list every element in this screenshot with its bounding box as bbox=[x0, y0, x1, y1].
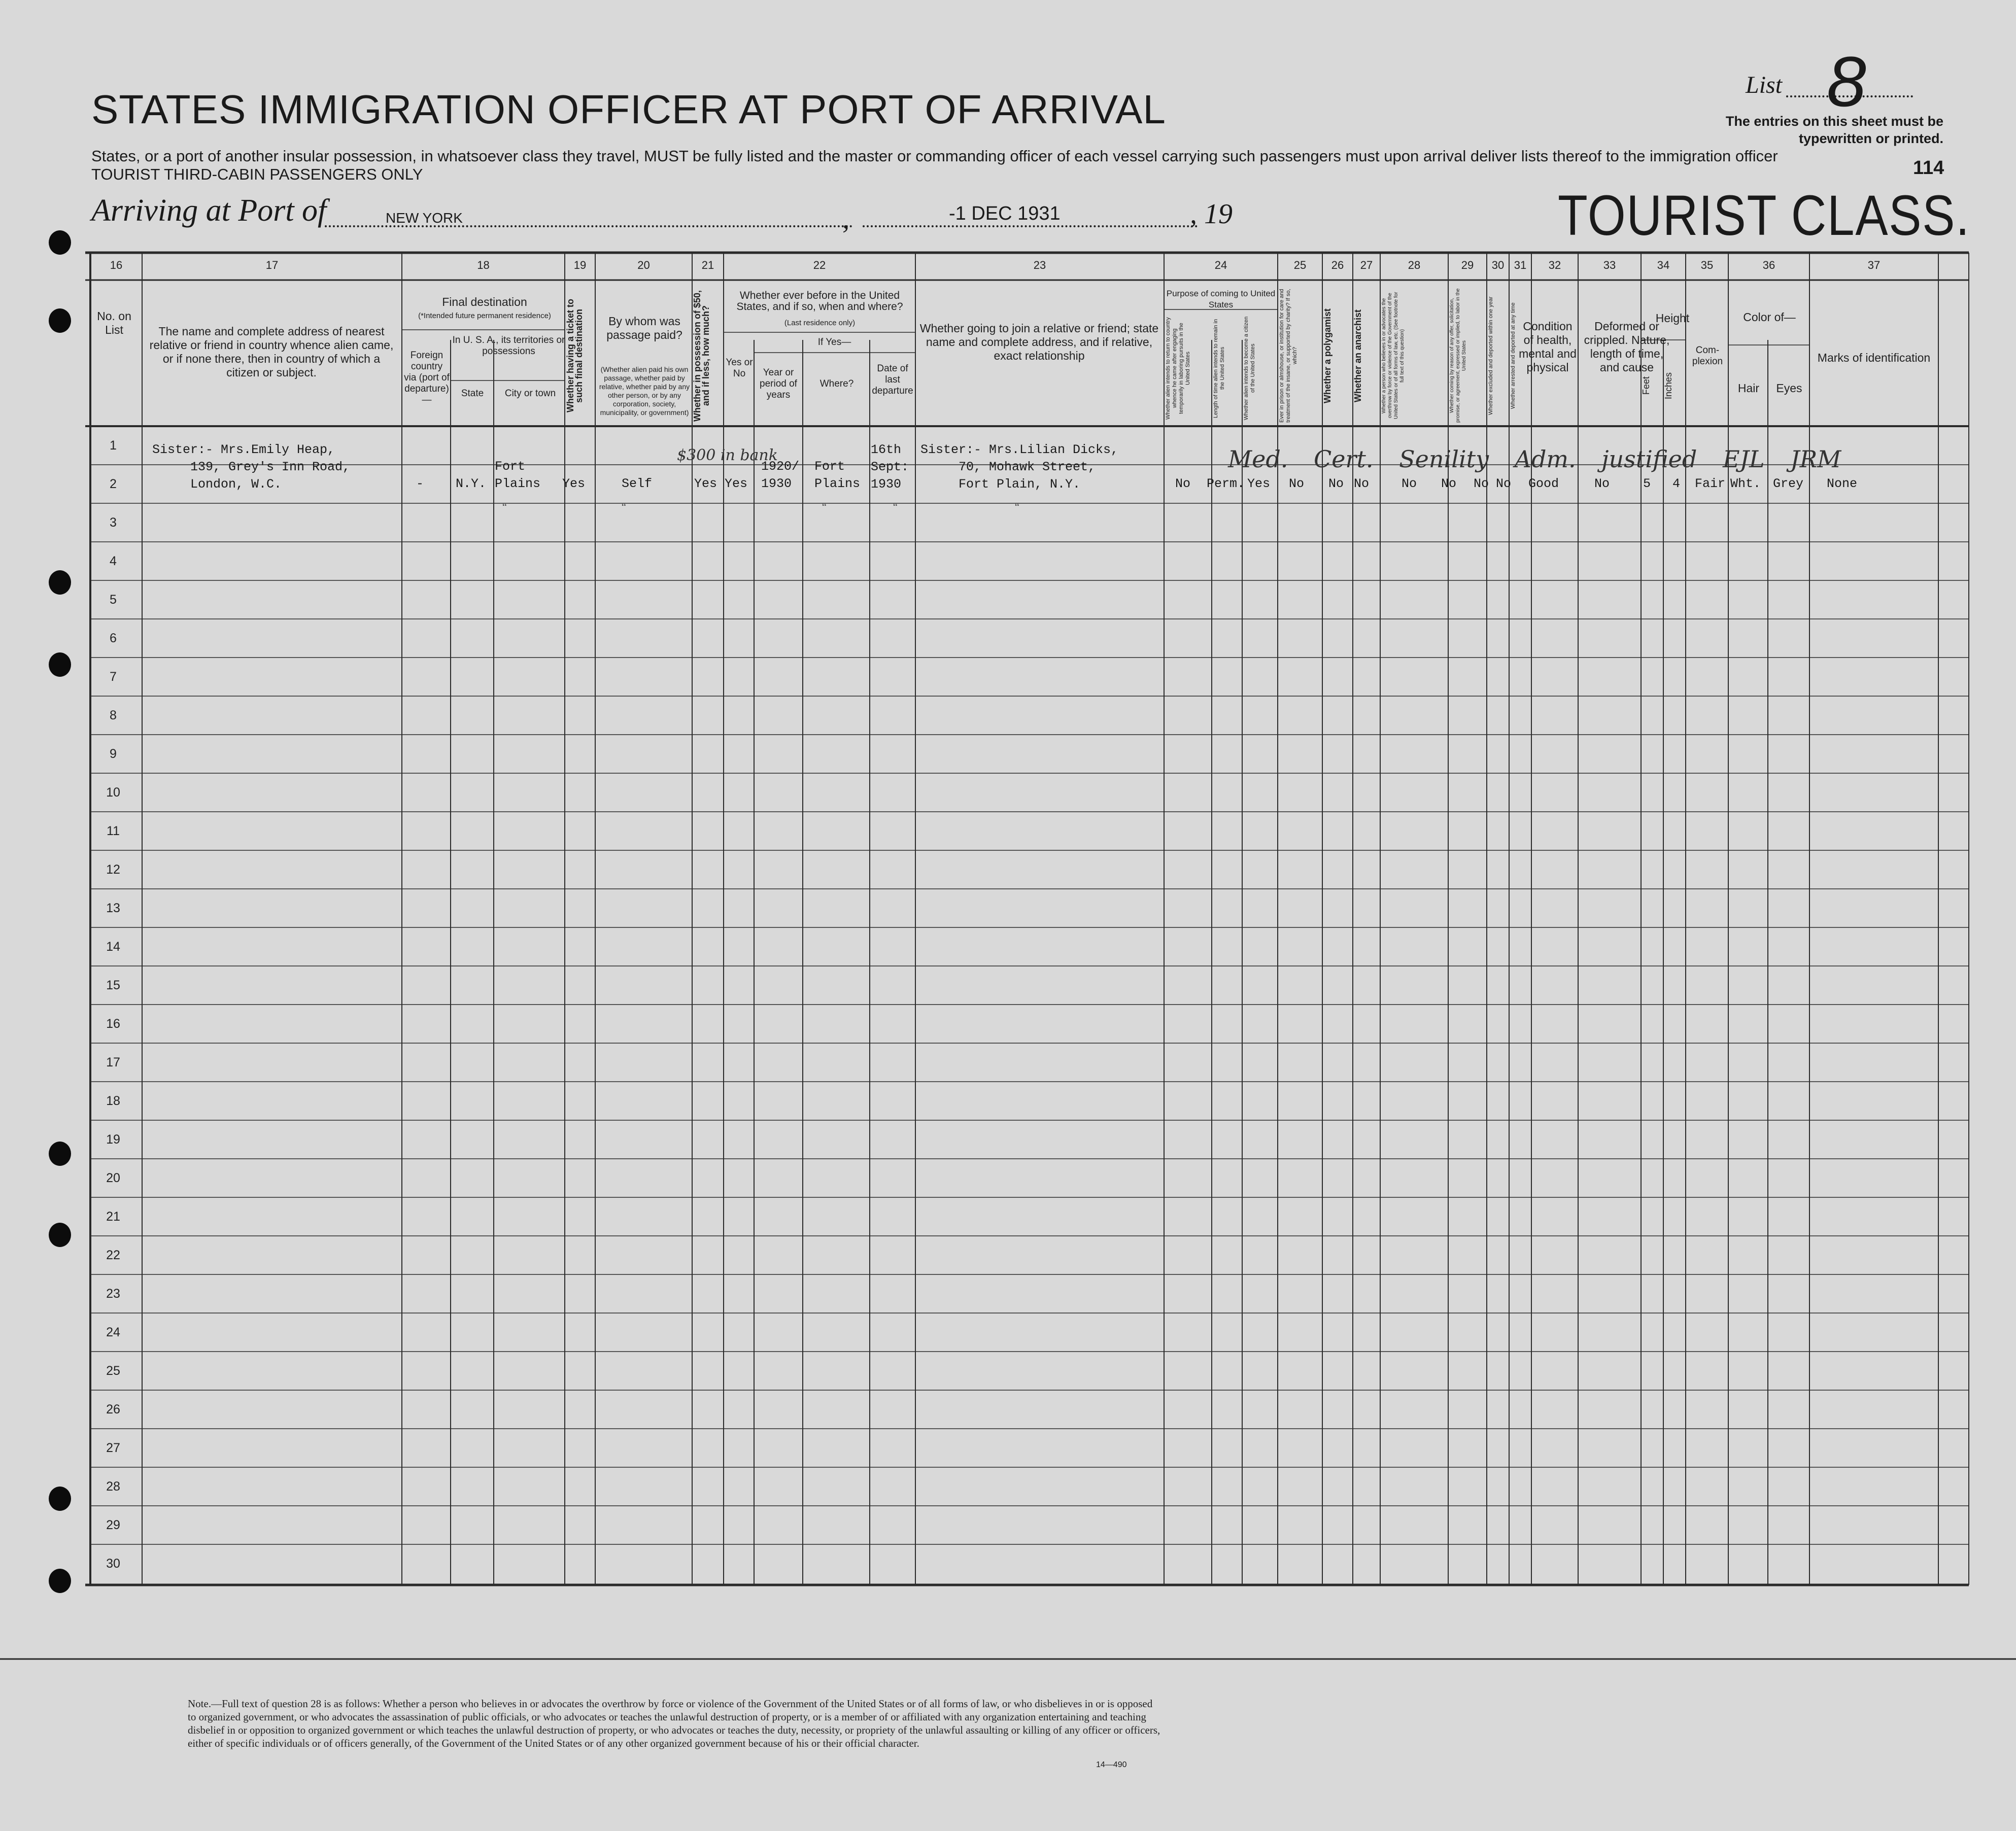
column-number: 17 bbox=[265, 259, 279, 271]
ditto-mark: “ bbox=[822, 500, 827, 515]
header-last-departure: Date of last departure bbox=[872, 363, 913, 396]
row-number: 8 bbox=[110, 708, 117, 722]
header-possession-50: Whether in possession of $50, and if less, how much? bbox=[692, 290, 711, 422]
page-title: STATES IMMIGRATION OFFICER AT PORT OF ARRIVAL bbox=[91, 87, 1166, 132]
arriving-label: Arriving at Port of bbox=[91, 193, 327, 228]
header-eyes: Eyes bbox=[1776, 382, 1802, 395]
header-paid-by-note: (Whether alien paid his own passage, whether paid by relative, whether paid by any other person, or by any corporation, society, municipality, or government) bbox=[599, 365, 690, 417]
row-number: 13 bbox=[106, 901, 120, 915]
row-number: 22 bbox=[106, 1248, 120, 1262]
row-number: 17 bbox=[106, 1055, 120, 1069]
entry-polygamist: No bbox=[1328, 476, 1344, 491]
column-number: 21 bbox=[701, 259, 714, 271]
row-number: 1 bbox=[110, 438, 117, 453]
separator-comma: , bbox=[842, 203, 849, 235]
row-number: 3 bbox=[110, 515, 117, 530]
header-complexion: Com-plexion bbox=[1692, 345, 1723, 367]
header-height: Height bbox=[1655, 312, 1690, 325]
year-prefix: , 19 bbox=[1190, 198, 1233, 230]
entry-joining: Sister:- Mrs.Lilian Dicks, 70, Mohawk Street, Fort Plain, N.Y. bbox=[920, 442, 1119, 492]
entry-where: Fort Plains bbox=[814, 459, 861, 491]
ditto-mark: “ bbox=[1015, 500, 1019, 515]
column-number: 37 bbox=[1867, 259, 1881, 271]
column-number: 20 bbox=[637, 259, 650, 271]
header-deformed: Deformed or crippled. Nature, length of time, and cause bbox=[1584, 320, 1670, 374]
header-where: Where? bbox=[819, 378, 854, 389]
header-yes-no: Yes or No bbox=[726, 357, 753, 379]
header-foreign-country: Foreign country via (port of departure)— bbox=[404, 350, 450, 405]
entry-foreign-country: - bbox=[416, 476, 424, 491]
column-number: 18 bbox=[477, 259, 490, 271]
column-number: 33 bbox=[1603, 259, 1616, 271]
entry-arrested: No bbox=[1496, 476, 1512, 491]
row-number: 20 bbox=[106, 1171, 120, 1185]
entry-deformed: No bbox=[1594, 476, 1610, 491]
header-citizen-intent: Whether alien intends to become a citizen of the United States bbox=[1243, 316, 1256, 421]
row-number: 28 bbox=[106, 1479, 120, 1494]
entry-paid-by: Self bbox=[622, 476, 653, 491]
header-anarchist: Whether an anarchist bbox=[1353, 309, 1363, 402]
handwritten-annotation: Med. Cert. Senility Adm. justified EJL JRM bbox=[1228, 445, 1841, 473]
ditto-mark: “ bbox=[893, 500, 898, 515]
entry-health: Good bbox=[1528, 476, 1559, 491]
entry-inches: 4 bbox=[1672, 476, 1681, 491]
column-number: 32 bbox=[1548, 259, 1561, 271]
punch-hole bbox=[49, 1223, 71, 1247]
header-color-of: Color of— bbox=[1743, 310, 1796, 324]
entry-before-in-us: Yes bbox=[725, 476, 748, 491]
header-before-in-us: Whether ever before in the United States, and if so, when and where? bbox=[736, 290, 903, 313]
punch-hole bbox=[49, 570, 71, 595]
row-number: 4 bbox=[110, 554, 117, 568]
punch-hole bbox=[49, 1569, 71, 1593]
header-relative-abroad: The name and complete address of nearest relative or friend in country whence alien came, or if none there, then in country of which a citizen or subject. bbox=[149, 325, 394, 379]
entry-labor-offer: No bbox=[1441, 476, 1457, 491]
header-prison: Ever in prison or almshouse, or institution for care and treatment of the insane, or supported by charity? If so, which? bbox=[1279, 289, 1298, 423]
row-number: 12 bbox=[106, 862, 120, 877]
row-number: 9 bbox=[110, 747, 117, 761]
column-number: 24 bbox=[1214, 259, 1227, 271]
entry-relative-abroad: Sister:- Mrs.Emily Heap, 139, Grey's Inn Road, London, W.C. bbox=[152, 442, 351, 492]
row-number: 29 bbox=[106, 1518, 120, 1532]
row-number: 25 bbox=[106, 1364, 120, 1378]
entry-eyes: Grey bbox=[1773, 476, 1804, 491]
footnote: Note.—Full text of question 28 is as follows: Whether a person who believes in or advocates the overthrow by force or violence of the Government of the United States or of all forms of law, or who disbelieves in or is opposed to organized government, or who advocates the assassination of public officials, or who advocates or teaches the unlawful destruction of property, or is a member of or affiliated with any organization entertaining and teaching disbelief in or opposition to organized government or which teaches the unlawful destruction of property, or who advocates or teaches the duty, necessity, or propriety of the unlawful assaulting or killing of any officer or officers, either of specific individuals or of officers generally, of the Government of the United States or of any other organized government because of his or their official character. bbox=[188, 1698, 1160, 1749]
column-number: 23 bbox=[1033, 259, 1046, 271]
header-in-usa: In U. S. A., its territories or possessions bbox=[452, 335, 565, 357]
header-q28: Whether a person who believes in or advocates the overthrow by force or violence of the Government of the United States or of all forms of law, etc. (See footnote for full text of this question) bbox=[1381, 292, 1405, 420]
entry-state: N.Y. bbox=[456, 476, 487, 491]
column-number: 25 bbox=[1293, 259, 1307, 271]
entry-years: 1920/ 1930 bbox=[761, 459, 800, 491]
row-number: 16 bbox=[106, 1017, 120, 1031]
entry-feet: 5 bbox=[1643, 476, 1651, 491]
punch-hole bbox=[49, 1142, 71, 1166]
row-number: 21 bbox=[106, 1210, 120, 1224]
header-marks: Marks of identification bbox=[1817, 351, 1931, 364]
header-length-stay: Length of time alien intends to remain in the United States bbox=[1213, 319, 1225, 418]
punch-hole bbox=[49, 652, 71, 677]
header-health: Condition of health, mental and physical bbox=[1519, 320, 1577, 374]
row-number: 19 bbox=[106, 1132, 120, 1147]
header-last-residence-note: (Last residence only) bbox=[784, 319, 856, 327]
entry-marks: None bbox=[1827, 476, 1858, 491]
column-number: 22 bbox=[813, 259, 826, 271]
list-label: List bbox=[1746, 72, 1783, 98]
column-number: 35 bbox=[1700, 259, 1714, 271]
row-number: 27 bbox=[106, 1441, 120, 1455]
row-number: 26 bbox=[106, 1402, 120, 1417]
header-year-period: Year or period of years bbox=[760, 367, 797, 400]
row-number: 7 bbox=[110, 670, 117, 684]
header-inches: Inches bbox=[1663, 372, 1673, 399]
entry-anarchist: No bbox=[1354, 476, 1370, 491]
column-number: 31 bbox=[1514, 259, 1527, 271]
punch-hole bbox=[49, 1487, 71, 1511]
header-final-destination: Final destination bbox=[442, 295, 527, 308]
header-no-on-list: No. on List bbox=[97, 309, 131, 336]
entry-excluded: No bbox=[1474, 476, 1489, 491]
header-feet: Feet bbox=[1641, 376, 1651, 395]
row-number: 2 bbox=[110, 477, 117, 491]
row-number: 23 bbox=[106, 1287, 120, 1301]
list-number: 8 bbox=[1827, 42, 1866, 121]
entry-q28: No bbox=[1402, 476, 1417, 491]
row-number: 11 bbox=[107, 824, 120, 838]
column-number: 36 bbox=[1762, 259, 1775, 271]
header-return-intent: Whether alien intends to return to country whence he came after engaging temporarily in laboring pursuits in the United States bbox=[1165, 317, 1191, 420]
date-stamp: -1 DEC 1931 bbox=[949, 203, 1061, 224]
column-number: 28 bbox=[1408, 259, 1421, 271]
entry-return-intent: No bbox=[1175, 476, 1191, 491]
entry-prison: No bbox=[1289, 476, 1305, 491]
row-number: 24 bbox=[106, 1325, 120, 1339]
header-excluded: Whether excluded and deported within one year bbox=[1488, 296, 1494, 415]
entry-ticket: Yes bbox=[562, 476, 586, 491]
header-final-destination-note: (*Intended future permanent residence) bbox=[418, 312, 551, 320]
punch-hole bbox=[49, 308, 71, 333]
ditto-mark: “ bbox=[502, 500, 507, 515]
entry-city: Fort Plains bbox=[495, 459, 541, 491]
instructions-line: States, or a port of another insular possession, in whatsoever class they travel, MUST be fully listed and the master or commanding officer of each vessel carrying such passengers must upon arrival deliver lists thereof to the immigration officer bbox=[91, 147, 1778, 165]
header-city: City or town bbox=[504, 388, 556, 399]
header-purpose: Purpose of coming to United States bbox=[1166, 289, 1276, 309]
entry-hair: Wht. bbox=[1730, 476, 1761, 491]
column-number: 30 bbox=[1491, 259, 1505, 271]
row-number: 18 bbox=[106, 1094, 120, 1108]
punch-hole bbox=[49, 230, 71, 255]
class-stamp: TOURIST CLASS. bbox=[1558, 184, 1970, 247]
column-number: 34 bbox=[1657, 259, 1670, 271]
row-number: 6 bbox=[110, 631, 117, 645]
column-number: 27 bbox=[1360, 259, 1373, 271]
header-paid-by: By whom was passage paid? bbox=[606, 315, 682, 341]
entry-last-departure: 16th Sept: 1930 bbox=[871, 442, 909, 492]
header-hair: Hair bbox=[1737, 382, 1760, 395]
header-polygamist: Whether a polygamist bbox=[1322, 308, 1332, 403]
row-number: 15 bbox=[106, 978, 120, 992]
row-number: 30 bbox=[106, 1557, 120, 1571]
port-value: NEW YORK bbox=[386, 210, 463, 226]
header-ticket: Whether having a ticket to such final destination bbox=[565, 298, 584, 413]
column-number: 29 bbox=[1461, 259, 1474, 271]
passenger-class-line: TOURIST THIRD-CABIN PASSENGERS ONLY bbox=[91, 165, 423, 183]
entry-possession-50: Yes bbox=[694, 476, 717, 491]
column-number: 16 bbox=[110, 259, 123, 271]
header-if-yes: If Yes— bbox=[817, 337, 851, 348]
entry-citizen-intent: Yes bbox=[1247, 476, 1271, 491]
ditto-mark: “ bbox=[622, 500, 626, 515]
form-code: 14—490 bbox=[1096, 1760, 1127, 1769]
entry-complexion: Fair bbox=[1695, 476, 1726, 491]
row-number: 5 bbox=[110, 593, 117, 607]
possession-note: $300 in bank bbox=[677, 446, 778, 464]
header-arrested: Whether arrested and deported at any time bbox=[1510, 302, 1516, 409]
page-number: 114 bbox=[1913, 157, 1944, 179]
column-number: 26 bbox=[1331, 259, 1344, 271]
entry-length-stay: Perm. bbox=[1207, 476, 1245, 491]
row-number: 14 bbox=[106, 940, 120, 954]
column-number: 19 bbox=[573, 259, 587, 271]
header-labor-offer: Whether coming by reason of any offer, solicitation, promise, or agreement, expressed or implied, to labor in the United States bbox=[1449, 288, 1467, 423]
entries-note: The entries on this sheet must be typewritten or printed. bbox=[1725, 114, 1943, 146]
header-joining-relative: Whether going to join a relative or friend; state name and complete address, and if relative, exact relationship bbox=[919, 322, 1159, 362]
row-number: 10 bbox=[106, 785, 120, 800]
header-state: State bbox=[461, 388, 484, 399]
